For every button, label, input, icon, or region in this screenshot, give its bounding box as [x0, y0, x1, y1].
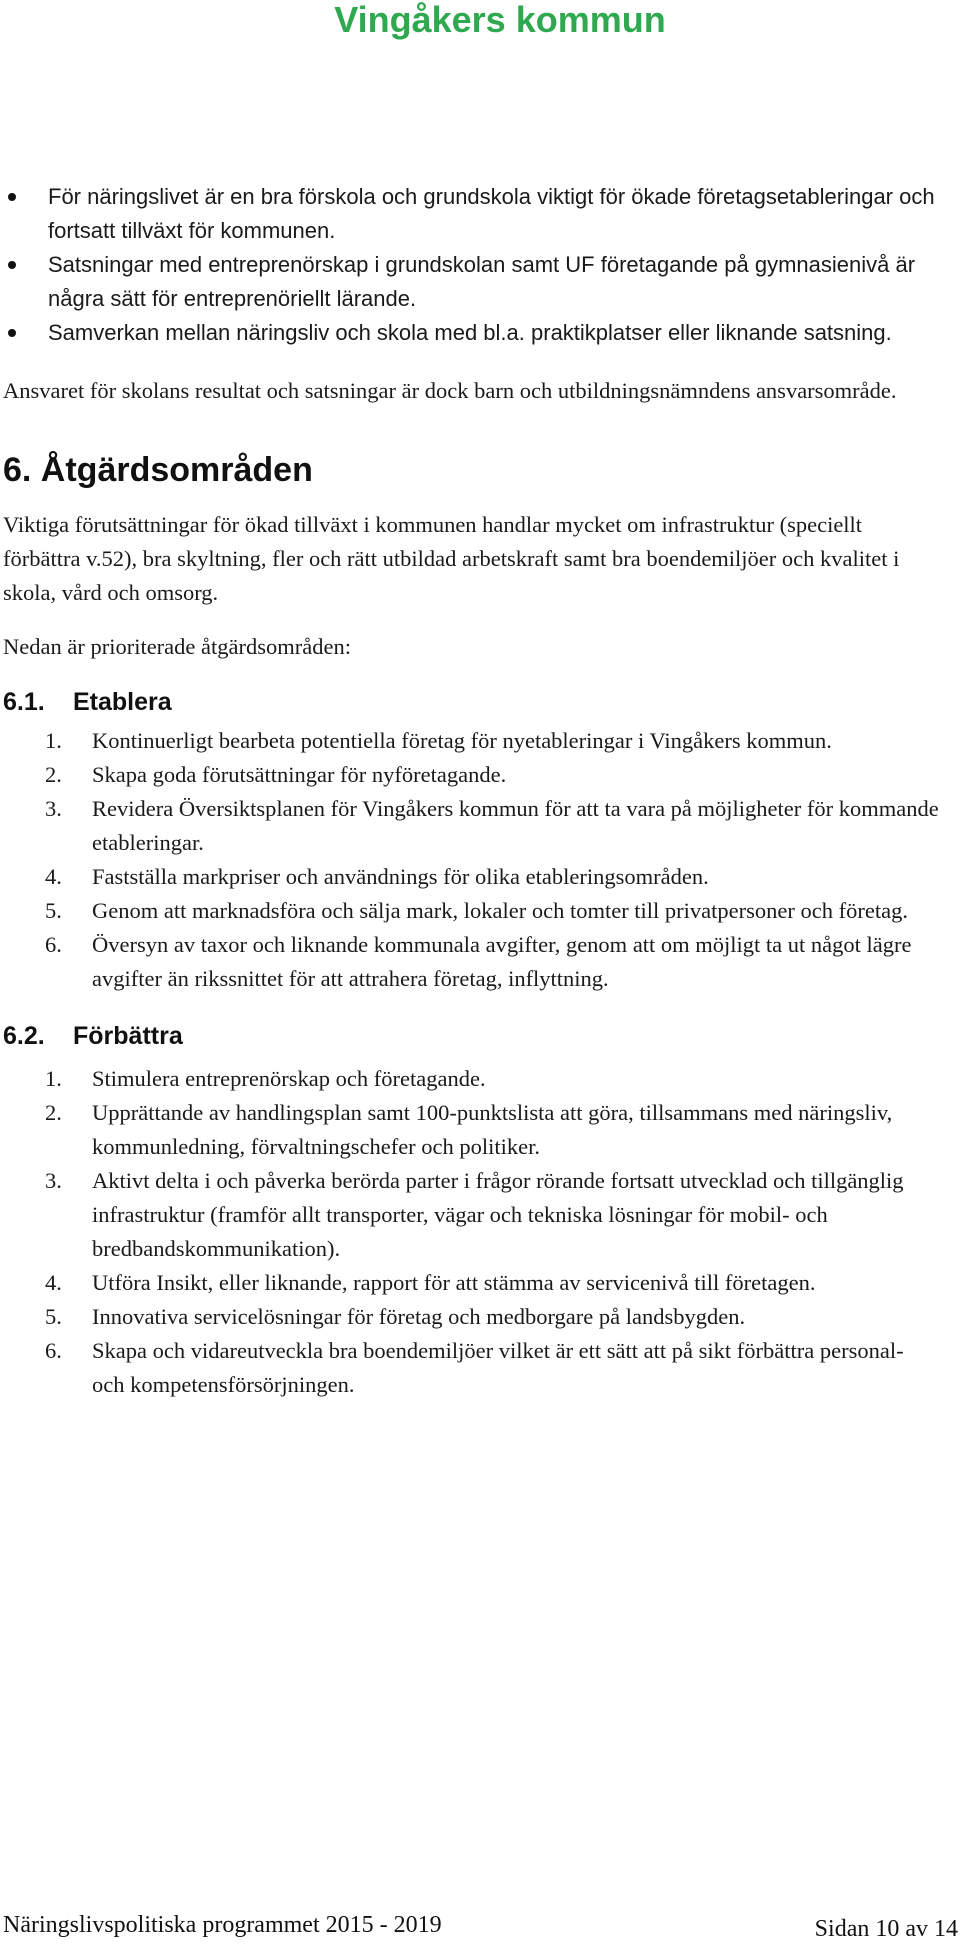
section-6-lead: Nedan är prioriterade åtgärdsområden: [3, 634, 351, 659]
section-title: Förbättra [73, 1022, 183, 1050]
footer-page-number: Sidan 10 av 14 [814, 1916, 958, 1942]
bullet-list [0, 180, 960, 350]
bullet-dot-icon [8, 261, 16, 269]
list-item: 3. Revidera Översiktsplanen för Vingåkers kommun för att ta vara på möjligheter för kommande etableringar. [45, 796, 939, 855]
bullet-item: Satsningar med entreprenörskap i grundskolan samt UF företagande på gymnasienivå är några sätt för entreprenöriellt lärande. [0, 248, 960, 316]
list-item: 1. Kontinuerligt bearbeta potentiella företag för nyetableringar i Vingåkers kommun. [45, 728, 832, 753]
page-header-title: Vingåkers kommun [334, 0, 666, 40]
list-item: 6. Skapa och vidareutveckla bra boendemiljöer vilket är ett sätt att på sikt förbättra personal- och kompetensförsörjningen. [45, 1338, 904, 1397]
list-item: 3. Aktivt delta i och påverka berörda parter i frågor rörande fortsatt utvecklad och tillgänglig infrastruktur (framför allt transporter, vägar och tekniska lösningar för mobil- och bredbandskommunikation). [45, 1168, 904, 1261]
section-6-2-heading [0, 1020, 960, 1052]
intro-paragraph: Ansvaret för skolans resultat och satsningar är dock barn och utbildningsnämndens ansvarsområde. [3, 378, 897, 403]
list-item: 4. Fastställa markpriser och användnings för olika etableringsområden. [45, 864, 709, 889]
section-number: 6.1. [3, 688, 45, 716]
section-6-1-list [0, 724, 960, 996]
list-item: 2. Upprättande av handlingsplan samt 100-punktslista att göra, tillsammans med näringsliv, kommunledning, förvaltningschefer och politiker. [45, 1100, 893, 1159]
section-6-2-list [0, 1062, 960, 1402]
page-content [0, 180, 960, 1402]
list-item: 5. Genom att marknadsföra och sälja mark, lokaler och tomter till privatpersoner och företag. [45, 898, 908, 923]
bullet-dot-icon [8, 329, 16, 337]
list-item: 6. Översyn av taxor och liknande kommunala avgifter, genom att om möjligt ta ut något lägre avgifter än rikssnittet för att attrahera företag, inflyttning. [45, 932, 912, 991]
section-6-1-heading [0, 686, 960, 718]
bullet-item: För näringslivet är en bra förskola och grundskola viktigt för ökade företagsetableringar och fortsatt tillväxt för kommunen. [0, 180, 960, 248]
list-item: 5. Innovativa servicelösningar för företag och medborgare på landsbygden. [45, 1304, 746, 1329]
bullet-item: Samverkan mellan näringsliv och skola med bl.a. praktikplatser eller liknande satsning. [0, 316, 960, 350]
section-title: Etablera [73, 688, 172, 716]
section-number: 6.2. [3, 1022, 45, 1050]
list-item: 2. Skapa goda förutsättningar för nyföretagande. [45, 762, 507, 787]
list-item: 1. Stimulera entreprenörskap och företagande. [45, 1066, 486, 1091]
section-6-paragraph: Viktiga förutsättningar för ökad tillväxt i kommunen handlar mycket om infrastruktur (speciellt förbättra v.52), bra skyltning, fler och rätt utbildad arbetskraft samt bra boendemiljöer och kvalitet i skola, vård och omsorg. [3, 512, 900, 605]
footer-document-title: Näringslivspolitiska programmet 2015 - 2019 [3, 1912, 442, 1938]
list-item: 4. Utföra Insikt, eller liknande, rapport för att stämma av servicenivå till företagen. [45, 1270, 816, 1295]
section-6-heading: 6. Åtgärdsområden [3, 451, 313, 489]
bullet-dot-icon [8, 193, 16, 201]
